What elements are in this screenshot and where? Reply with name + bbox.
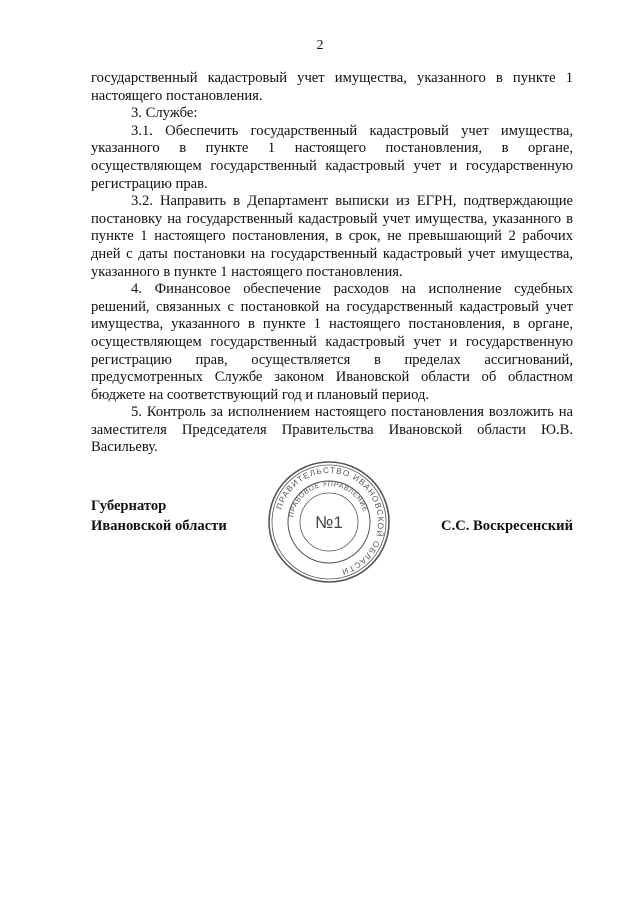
signatory-title-line1: Губернатор — [91, 498, 167, 514]
stamp-center-text: №1 — [315, 513, 343, 532]
page-number: 2 — [316, 38, 324, 53]
paragraph-3: 3. Службе: — [131, 105, 198, 122]
document-body — [91, 70, 573, 457]
stamp-inner-text: ПРАВОВОЕ УПРАВЛЕНИЕ — [288, 480, 369, 518]
signatory-title-line2: Ивановской области — [91, 518, 227, 534]
official-seal-stamp — [267, 460, 391, 584]
paragraph-3-1: 3.1. Обеспечить государственный кадастровый учет имущества, указанного в пункте 1 настоящего постановления, в органе, осуществляющем государственный кадастровый учет и государственную регистрацию прав. — [91, 122, 573, 192]
paragraph-3-2: 3.2. Направить в Департамент выписки из ЕГРН, подтверждающие постановку на государственный кадастровый учет имущества, указанного в пункте 1 настоящего постановления, в срок, не превышающий 2 рабочих дней с даты постановки на государственный кадастровый учет имущества, указанного в пункте 1 настоящего постановления. — [91, 193, 573, 280]
paragraph-4: 4. Финансовое обеспечение расходов на исполнение судебных решений, связанных с постановкой на государственный кадастровый учет имущества, указанного в пункте 1 настоящего постановления, в органе, осуществляющем государственный кадастровый учет и государственную регистрацию прав, осуществляется в пределах ассигнований, предусмотренных Службе законом Ивановской области об областном бюджете на соответствующий год и плановый период. — [91, 281, 573, 403]
signatory-name: С.С. Воскресенский — [441, 518, 573, 534]
stamp-outer-text: ПРАВИТЕЛЬСТВО ИВАНОВСКОЙ ОБЛАСТИ — [274, 465, 386, 577]
signatory-title — [91, 496, 227, 536]
paragraph-continuation: государственный кадастровый учет имущества, указанного в пункте 1 настоящего постановления. — [91, 70, 573, 104]
paragraph-5: 5. Контроль за исполнением настоящего постановления возложить на заместителя Председателя Правительства Ивановской области Ю.В. Васильеву. — [91, 404, 573, 456]
